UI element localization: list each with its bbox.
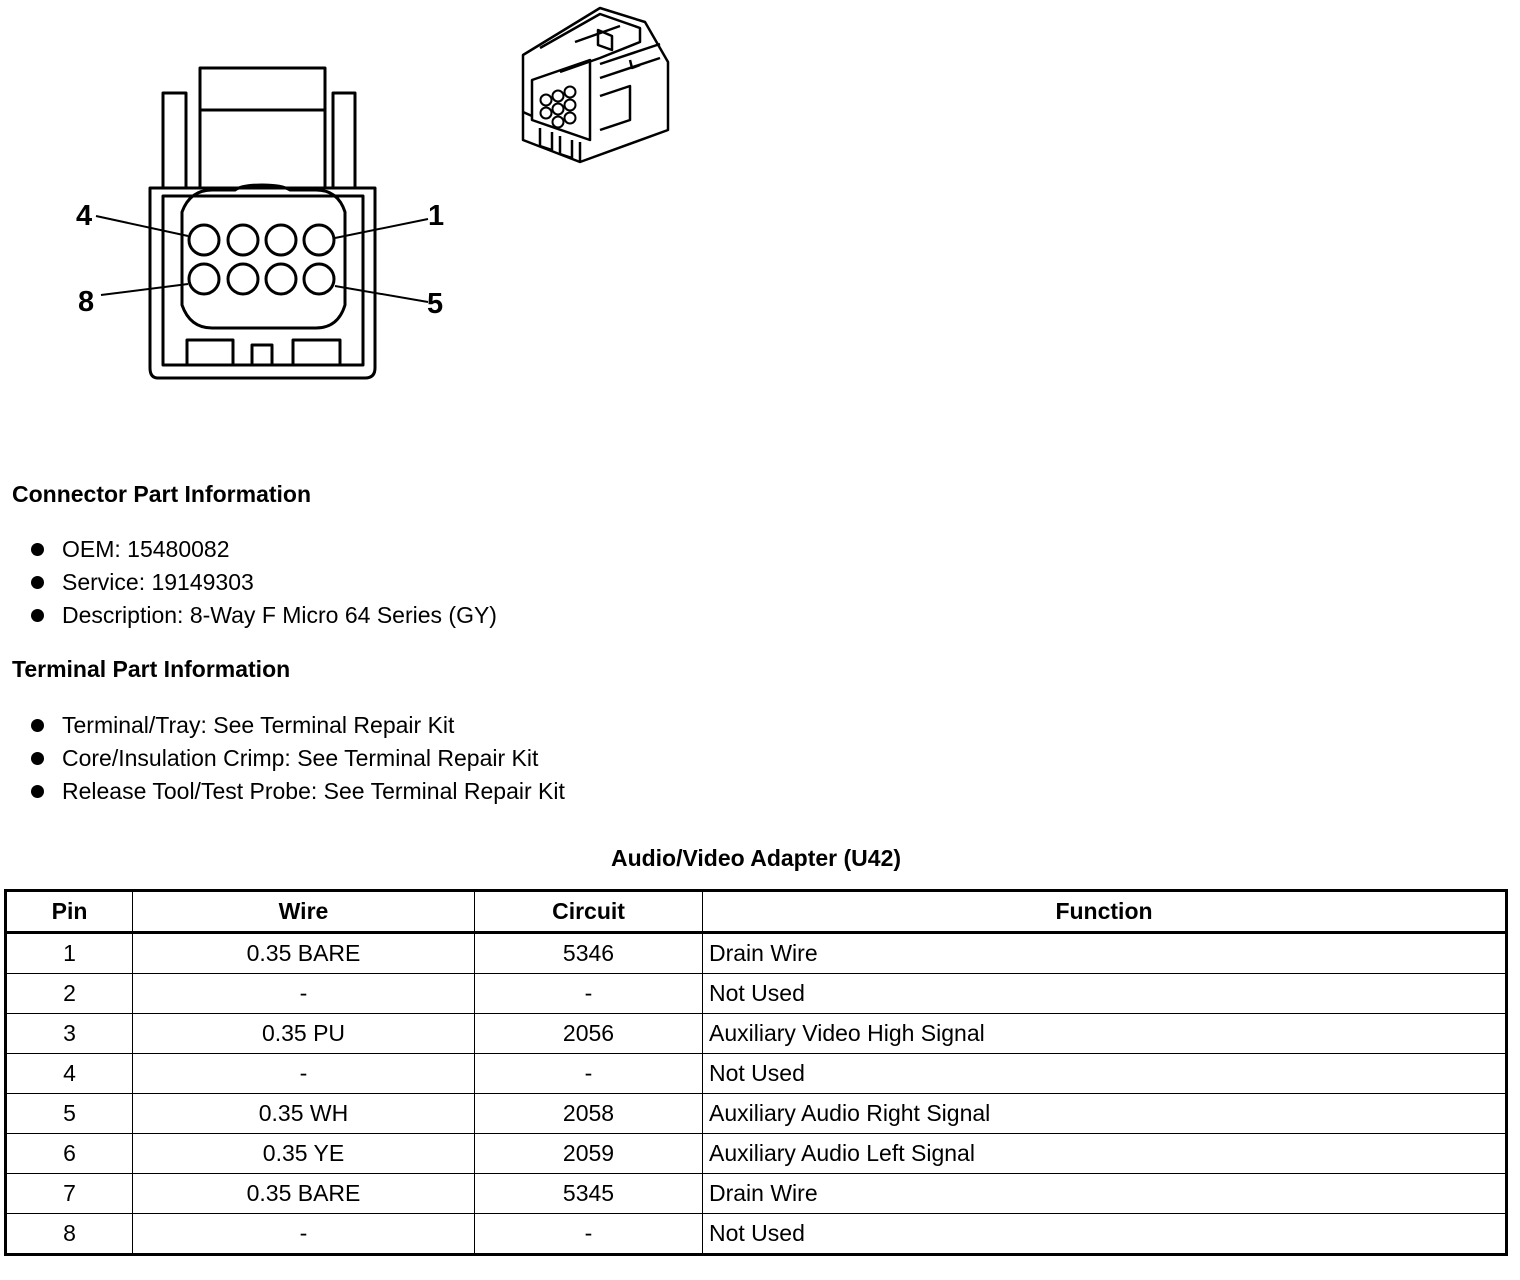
wire-cell: - [133,1054,475,1094]
circuit-cell: - [475,974,703,1014]
pin-cell: 7 [6,1174,133,1214]
list-item: Core/Insulation Crimp: See Terminal Repair Kit [30,742,565,775]
pin-cell: 8 [6,1214,133,1255]
list-item: Service: 19149303 [30,566,497,599]
pin-cell: 3 [6,1014,133,1054]
function-cell: Auxiliary Audio Right Signal [703,1094,1507,1134]
column-header-circuit: Circuit [475,891,703,933]
list-item: OEM: 15480082 [30,533,497,566]
list-item: Description: 8-Way F Micro 64 Series (GY) [30,599,497,632]
function-cell: Drain Wire [703,933,1507,974]
circuit-cell: 5345 [475,1174,703,1214]
circuit-cell: 2059 [475,1134,703,1174]
wire-cell: - [133,974,475,1014]
table-row [6,933,1507,974]
column-header-function: Function [703,891,1507,933]
function-cell: Auxiliary Video High Signal [703,1014,1507,1054]
wire-cell: 0.35 WH [133,1094,475,1134]
pin-cell: 5 [6,1094,133,1134]
function-cell: Drain Wire [703,1174,1507,1214]
table-row [6,1214,1507,1255]
connector-info-heading: Connector Part Information [12,481,312,507]
table-row [6,1054,1507,1094]
list-item: Terminal/Tray: See Terminal Repair Kit [30,709,565,742]
wire-cell: 0.35 BARE [133,933,475,974]
table-header-row [6,891,1507,933]
circuit-cell: - [475,1054,703,1094]
table-row [6,1014,1507,1054]
table-row [6,1134,1507,1174]
connector-info-list [30,533,497,632]
pin-4-callout: 4 [76,200,93,232]
connector-isometric-drawing [512,0,682,175]
pin-8-callout: 8 [78,286,95,318]
pin-1-callout: 1 [428,200,445,232]
table-row [6,1174,1507,1214]
column-header-pin: Pin [6,891,133,933]
function-cell: Not Used [703,1214,1507,1255]
terminal-info-list [30,709,565,808]
pin-cell: 4 [6,1054,133,1094]
pin-table-title: Audio/Video Adapter (U42) [610,845,902,871]
pin-table [4,889,1508,1256]
circuit-cell: 2058 [475,1094,703,1134]
wire-cell: 0.35 YE [133,1134,475,1174]
circuit-cell: 2056 [475,1014,703,1054]
function-cell: Not Used [703,1054,1507,1094]
circuit-cell: 5346 [475,933,703,974]
table-row [6,974,1507,1014]
connector-face-diagram [60,50,460,390]
column-header-wire: Wire [133,891,475,933]
wire-cell: 0.35 BARE [133,1174,475,1214]
wire-cell: 0.35 PU [133,1014,475,1054]
pin-5-callout: 5 [427,288,444,320]
circuit-cell: - [475,1214,703,1255]
pin-cell: 6 [6,1134,133,1174]
list-item: Release Tool/Test Probe: See Terminal Repair Kit [30,775,565,808]
function-cell: Auxiliary Audio Left Signal [703,1134,1507,1174]
wire-cell: - [133,1214,475,1255]
terminal-info-heading: Terminal Part Information [12,656,291,682]
function-cell: Not Used [703,974,1507,1014]
table-row [6,1094,1507,1134]
pin-cell: 2 [6,974,133,1014]
pin-cell: 1 [6,933,133,974]
